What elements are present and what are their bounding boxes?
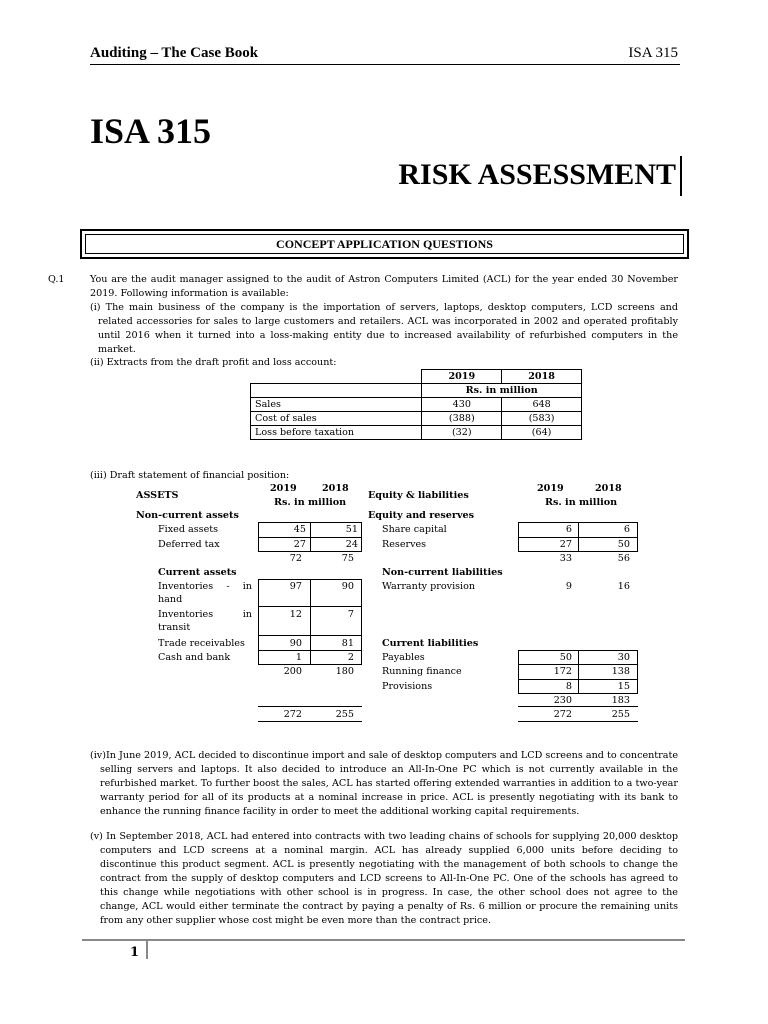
- nca-heading: Non-current assets: [136, 510, 239, 521]
- point-iv: (iv)In June 2019, ACL decided to discontinue import and sale of desktop computers and LCD screens and to concentrate selling servers and laptops. It also decided to introduce an All-In-One PC which is not currently available in the refurbished market. To further boost the sales, ACL has started offering extended warranties in addition to a two-year warranty period for all of its products at a nominal increase in price. ACL is presently negotiating with its bank to enhance the running finance facility in order to meet the additional working capital requirements.: [90, 750, 678, 817]
- pl-year-2018: 2018: [502, 370, 582, 384]
- question-intro: You are the audit manager assigned to the audit of Astron Computers Limited (ACL) for the year ended 30 November 2019. Following information is available:: [90, 274, 678, 299]
- point-ii: (ii) Extracts from the draft profit and loss account:: [90, 357, 337, 368]
- point-i: (i) The main business of the company is the importation of servers, laptops, desktop computers, LCD screens and related accessories for sales to large customers and retailers. ACL was incorporated in 2002 and operated profitably until 2016 when it turned into a loss-making entity due to increased availability of refurbished computers in the market.: [90, 302, 678, 355]
- question-number: Q.1: [48, 274, 65, 285]
- footer-rule: [82, 939, 685, 941]
- point-iii: (iii) Draft statement of financial position:: [90, 470, 290, 481]
- table-row: Sales 430 648: [251, 398, 582, 412]
- header-rule: [90, 64, 680, 65]
- page-title: ISA 315: [90, 111, 212, 151]
- profit-loss-table: [250, 369, 582, 440]
- footer-divider: [146, 941, 148, 959]
- table-row: Cost of sales (388) (583): [251, 412, 582, 426]
- el-total-2019: 272: [553, 709, 572, 720]
- ncl-heading: Non-current liabilities: [382, 567, 503, 578]
- eq-heading: Equity and reserves: [368, 510, 475, 521]
- el-heading: Equity & liabilities: [368, 490, 469, 501]
- section-heading: CONCEPT APPLICATION QUESTIONS: [85, 234, 684, 254]
- ca-heading: Current assets: [158, 567, 237, 578]
- el-total-2018: 255: [611, 709, 630, 720]
- text-cursor: [680, 156, 682, 196]
- page-number: 1: [130, 945, 140, 960]
- bs-year-2018: 2018: [322, 483, 349, 494]
- bs-year-2019: 2019: [270, 483, 297, 494]
- assets-total-2019: 272: [283, 709, 302, 720]
- cl-heading: Current liabilities: [382, 638, 479, 649]
- section-heading-box: [80, 229, 689, 259]
- table-row: Loss before taxation (32) (64): [251, 426, 582, 440]
- assets-total-2018: 255: [335, 709, 354, 720]
- running-header-title: Auditing – The Case Book: [90, 45, 259, 61]
- pl-unit: Rs. in million: [422, 384, 582, 398]
- bs-unit: Rs. in million: [274, 497, 347, 508]
- running-header-standard: ISA 315: [628, 45, 678, 61]
- page-subtitle: RISK ASSESSMENT: [398, 158, 676, 191]
- pl-year-2019: 2019: [422, 370, 502, 384]
- assets-heading: ASSETS: [136, 490, 179, 501]
- point-v: (v) In September 2018, ACL had entered into contracts with two leading chains of schools for supplying 20,000 desktop computers and LCD screens at a nominal margin. ACL has already supplied 6,000 units before deciding to discontinue this product segment. ACL is presently negotiating with the management of both schools to change the contract from the supply of desktop computers and LCD screens to All-In-One PC. One of the schools has agreed to this change while negotiations with other school is in progress. In case, the other school does not agree to the change, ACL would either terminate the contract by paying a penalty of Rs. 6 million or procure the remaining units from any other supplier whose cost might be even more than the contract price.: [90, 831, 678, 926]
